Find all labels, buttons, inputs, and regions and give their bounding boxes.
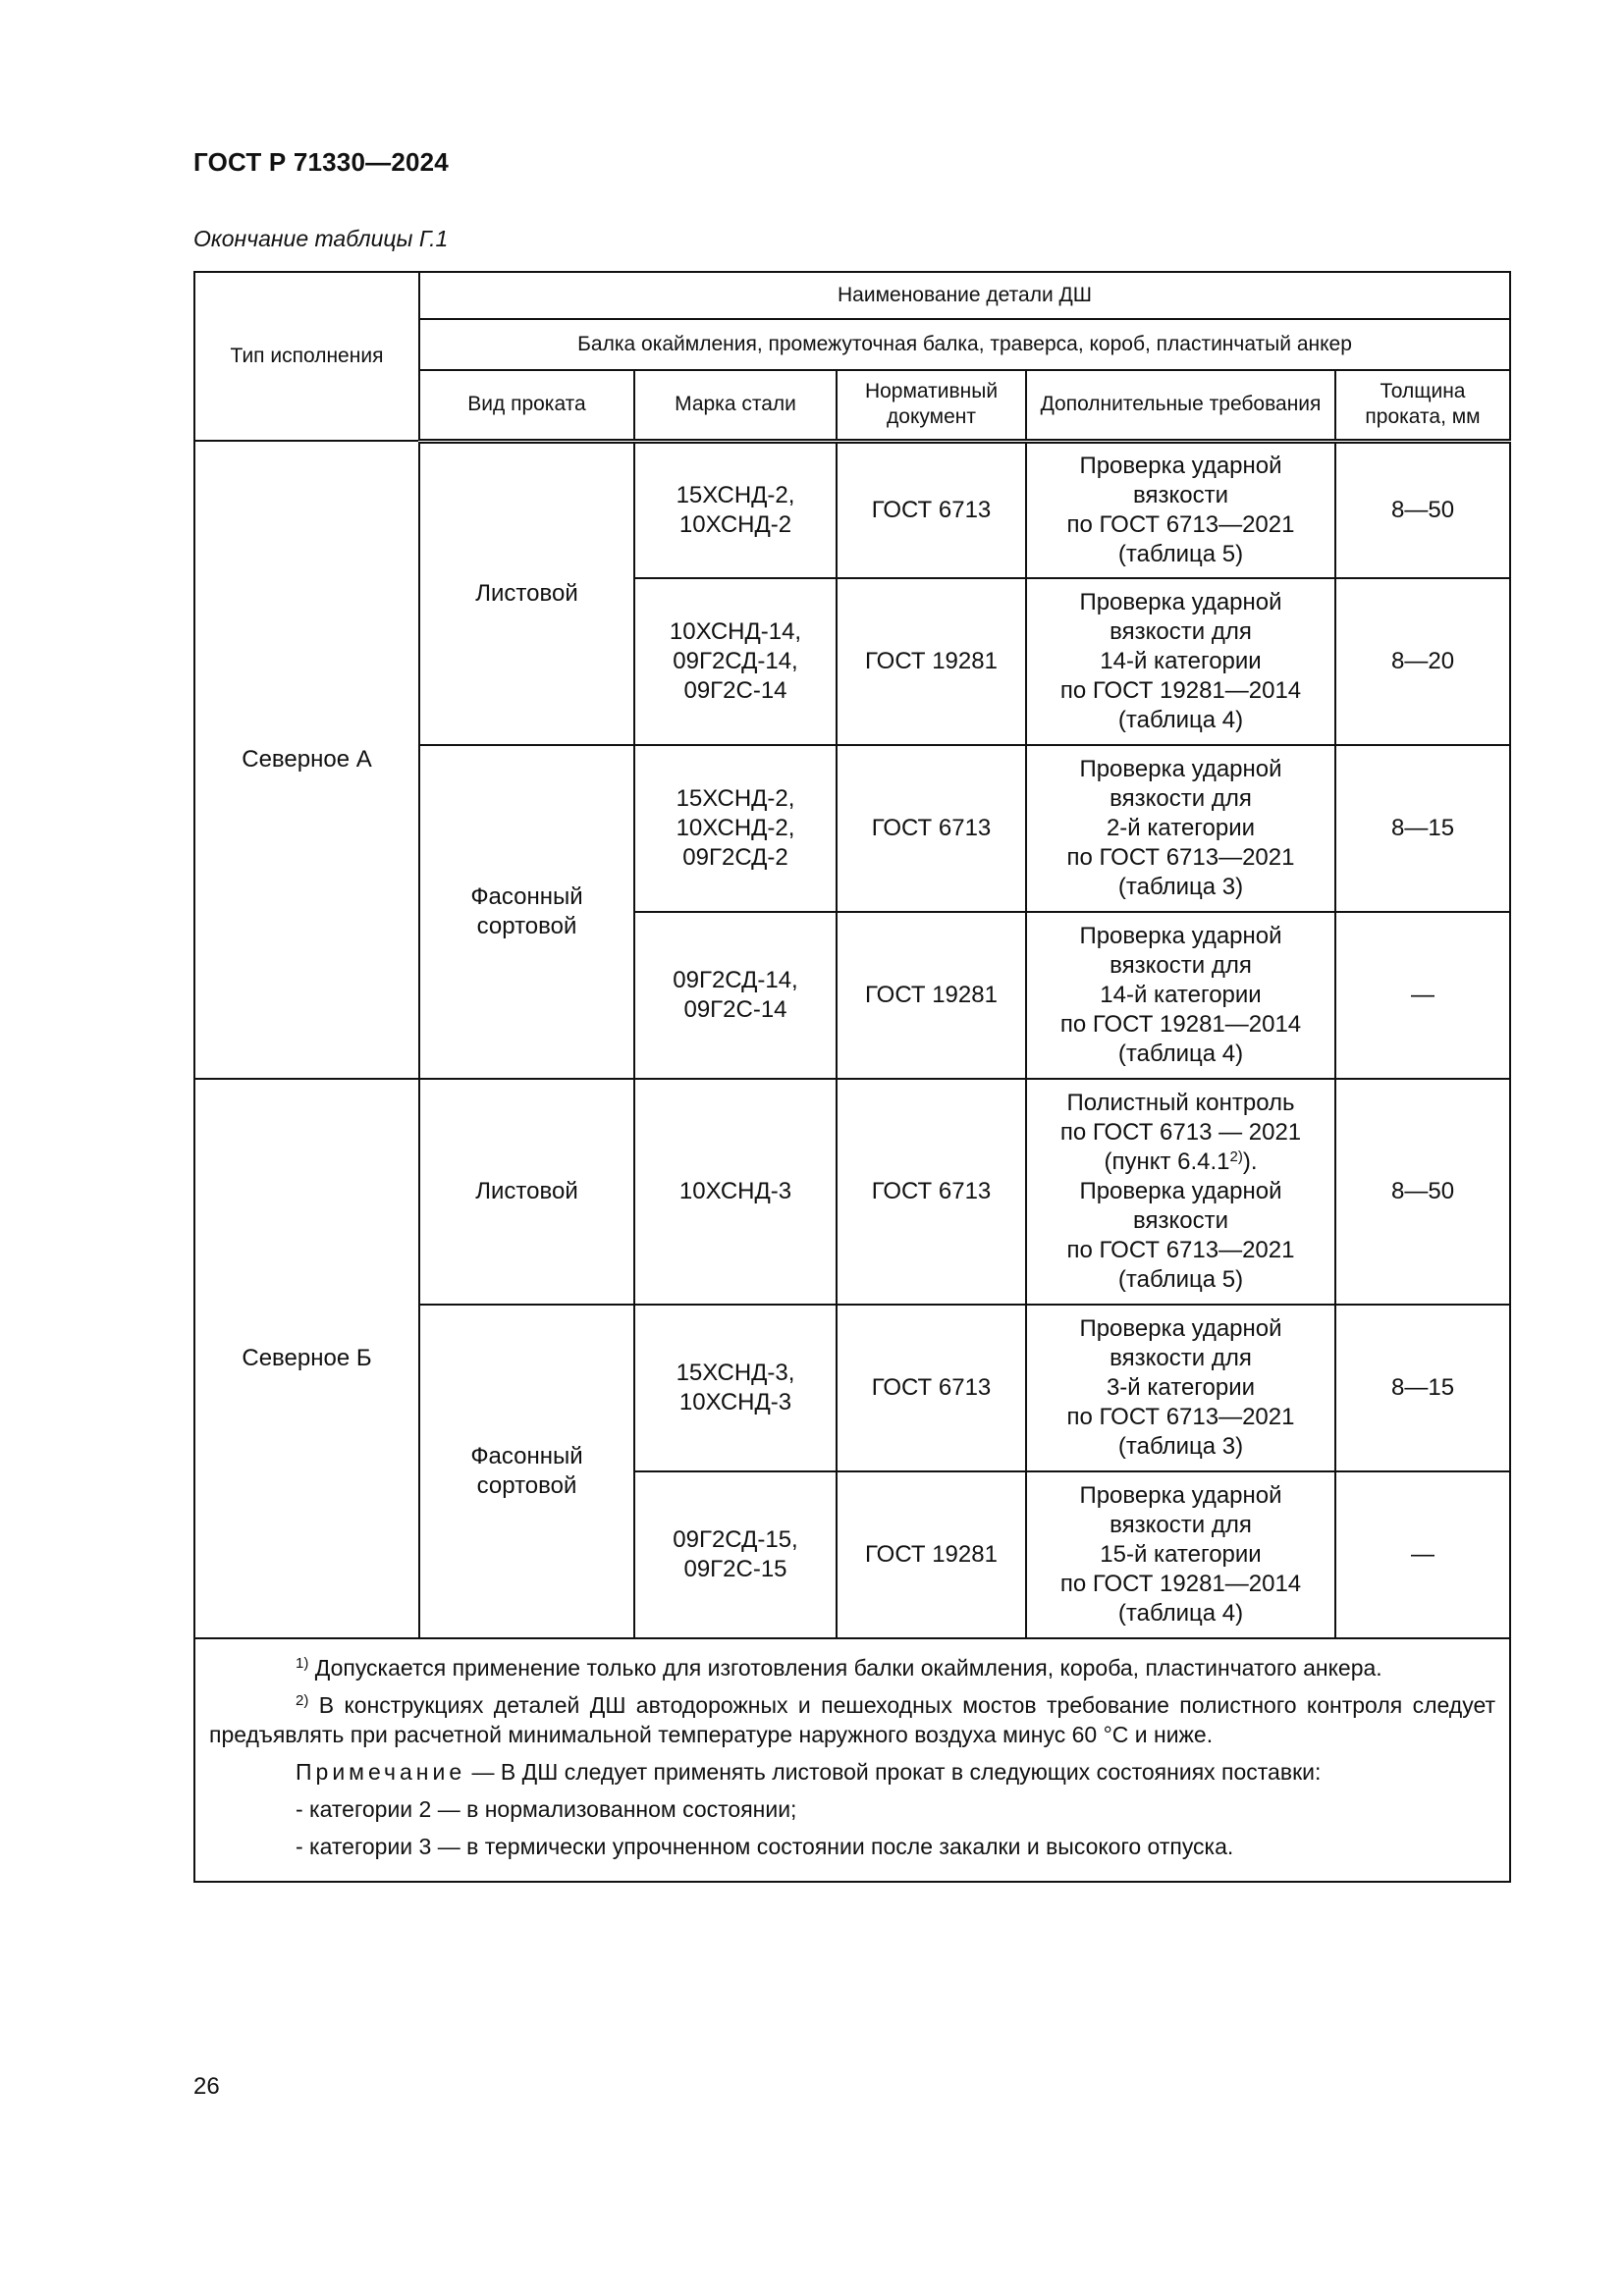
requirement-cell: Проверка ударной вязкости по ГОСТ 6713—2021 (таблица 5) (1026, 441, 1335, 578)
requirement-cell: Полистный контроль по ГОСТ 6713 — 2021 (пункт 6.4.1$^{2)}$). Проверка ударной вязкости по ГОСТ 6713—2021 (таблица 5) (1026, 1079, 1335, 1305)
grade-cell: 15ХСНД-2, 10ХСНД-2 (634, 441, 837, 578)
table-row (194, 1079, 1510, 1305)
thickness-cell: 8—15 (1335, 745, 1510, 912)
thickness-cell: 8—15 (1335, 1305, 1510, 1471)
thickness-cell: 8—50 (1335, 441, 1510, 578)
requirement-cell: Проверка ударной вязкости для 2-й категории по ГОСТ 6713—2021 (таблица 3) (1026, 745, 1335, 912)
thickness-cell: — (1335, 912, 1510, 1079)
header-add-req: Дополнительные требования (1026, 370, 1335, 441)
note: Примечание — В ДШ следует применять листовой прокат в следующих состояниях поставки: (296, 1759, 1322, 1785)
document-header: ГОСТ Р 71330—2024 (193, 147, 449, 177)
grade-cell: 10ХСНД-3 (634, 1079, 837, 1305)
type-cell: Северное А (194, 441, 419, 1079)
doc-cell: ГОСТ 6713 (837, 1305, 1026, 1471)
doc-cell: ГОСТ 19281 (837, 912, 1026, 1079)
header-norm-doc: Нормативный документ (837, 370, 1026, 441)
steel-table (193, 271, 1511, 1883)
requirement-cell: Проверка ударной вязкости для 14-й категории по ГОСТ 19281—2014 (таблица 4) (1026, 578, 1335, 745)
footnote-1: $^{1)}$ Допускается применение только для изготовления балки окаймления, короба, пластинчатого анкера. (296, 1655, 1382, 1681)
header-grade: Марка стали (634, 370, 837, 441)
rolled-cell: Листовой (419, 441, 634, 745)
requirement-cell: Проверка ударной вязкости для 15-й категории по ГОСТ 19281—2014 (таблица 4) (1026, 1471, 1335, 1638)
requirement-cell: Проверка ударной вязкости для 14-й категории по ГОСТ 19281—2014 (таблица 4) (1026, 912, 1335, 1079)
page-number: 26 (193, 2073, 220, 2100)
footnote-ref: 2) (1229, 1148, 1243, 1165)
note-item: - категории 2 — в нормализованном состоянии; (296, 1796, 797, 1822)
doc-cell: ГОСТ 6713 (837, 745, 1026, 912)
table-notes (194, 1638, 1510, 1882)
thickness-cell: — (1335, 1471, 1510, 1638)
header-part-name: Наименование детали ДШ (419, 272, 1510, 319)
grade-cell: 09Г2СД-14, 09Г2С-14 (634, 912, 837, 1079)
thickness-cell: 8—50 (1335, 1079, 1510, 1305)
table-caption: Окончание таблицы Г.1 (193, 226, 449, 251)
note-item: - категории 3 — в термически упрочненном состоянии после закалки и высокого отпуска. (296, 1834, 1234, 1859)
doc-cell: ГОСТ 6713 (837, 441, 1026, 578)
footnote-2: $^{2)}$ В конструкциях деталей ДШ автодорожных и пешеходных мостов требование полистного контроля следует предъявлять при расчетной минимальной температуре наружного воздуха минус 60 °С и ниже. (209, 1692, 1496, 1747)
grade-cell: 15ХСНД-2, 10ХСНД-2, 09Г2СД-2 (634, 745, 837, 912)
note-label: Примечание (296, 1759, 466, 1785)
doc-cell: ГОСТ 19281 (837, 578, 1026, 745)
thickness-cell: 8—20 (1335, 578, 1510, 745)
grade-cell: 09Г2СД-15, 09Г2С-15 (634, 1471, 837, 1638)
rolled-cell: Фасонный сортовой (419, 745, 634, 1079)
grade-cell: 15ХСНД-3, 10ХСНД-3 (634, 1305, 837, 1471)
grade-cell: 10ХСНД-14, 09Г2СД-14, 09Г2С-14 (634, 578, 837, 745)
doc-cell: ГОСТ 6713 (837, 1079, 1026, 1305)
header-rolled: Вид проката (419, 370, 634, 441)
table-row (194, 441, 1510, 578)
type-cell: Северное Б (194, 1079, 419, 1638)
header-thickness: Толщина проката, мм (1335, 370, 1510, 441)
requirement-cell: Проверка ударной вязкости для 3-й категории по ГОСТ 6713—2021 (таблица 3) (1026, 1305, 1335, 1471)
doc-cell: ГОСТ 19281 (837, 1471, 1026, 1638)
rolled-cell: Листовой (419, 1079, 634, 1305)
header-part-group: Балка окаймления, промежуточная балка, траверса, короб, пластинчатый анкер (419, 319, 1510, 370)
header-type: Тип исполнения (194, 272, 419, 441)
rolled-cell: Фасонный сортовой (419, 1305, 634, 1638)
